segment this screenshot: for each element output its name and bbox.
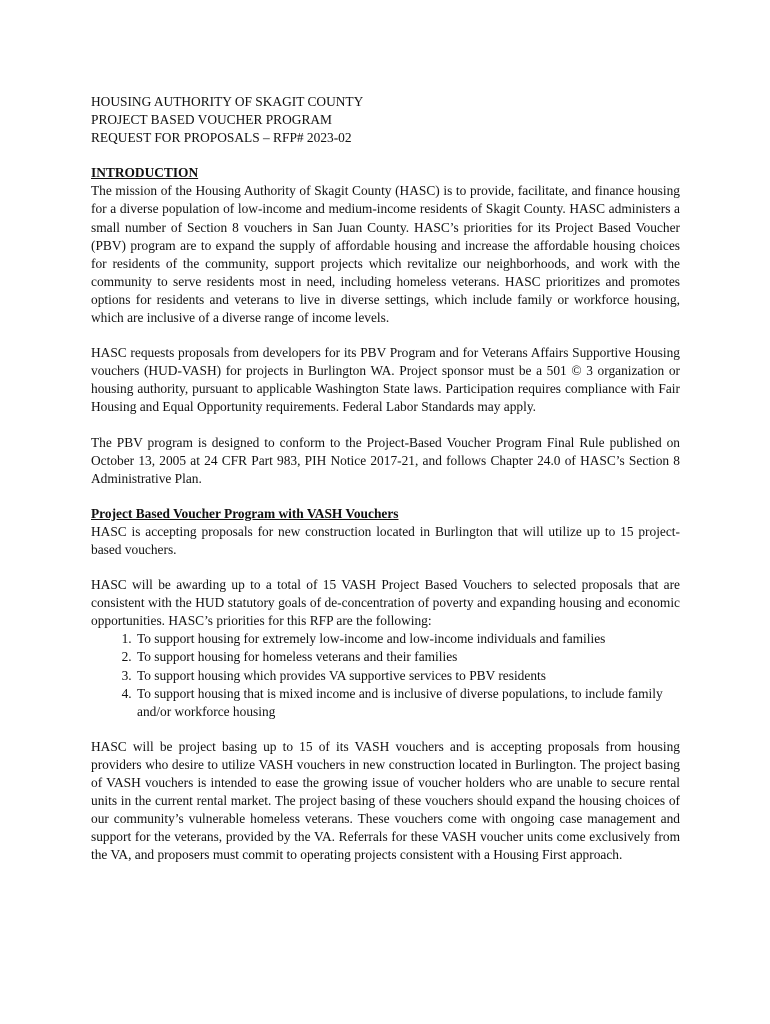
- document-page: [91, 93, 680, 881]
- introduction-mission-paragraph: The mission of the Housing Authority of Skagit County (HASC) is to provide, facilitate, and finance housing for a diverse population of low-income and medium-income residents of Skagit County. HASC administers a small number of Section 8 vouchers in San Juan County. HASC’s priorities for its Project Based Voucher (PBV) program are to expand the supply of affordable housing and increase the affordable housing choices for residents of the community, support projects which revitalize our neighborhoods, and work with the community to serve residents most in need, including homeless veterans. HASC prioritizes and promotes options for residents and veterans to live in diverse settings, which include family or workforce housing, which are inclusive of a diverse range of income levels.: [91, 183, 680, 326]
- document-header: [91, 93, 680, 147]
- vash-heading: Project Based Voucher Program with VASH Vouchers: [91, 505, 399, 521]
- header-agency: HOUSING AUTHORITY OF SKAGIT COUNTY: [91, 94, 364, 109]
- vash-awarding-paragraph: HASC will be awarding up to a total of 15 VASH Project Based Vouchers to selected proposals that are consistent with the HUD statutory goals of de-concentration of poverty and expanding housing and economic opportunities. HASC’s priorities for this RFP are the following:: [91, 577, 680, 629]
- priority-item: 1. To support housing for extremely low-income and low-income individuals and families: [135, 630, 680, 648]
- vash-accepting-paragraph: HASC is accepting proposals for new construction located in Burlington that will utilize up to 15 project-based vouchers.: [91, 523, 680, 557]
- header-rfp-number: REQUEST FOR PROPOSALS – RFP# 2023-02: [91, 130, 352, 146]
- introduction-pbv-rule-paragraph: The PBV program is designed to conform to the Project-Based Voucher Program Final Rule published on October 13, 2005 at 24 CFR Part 983, PIH Notice 2017-21, and follows Chapter 24.0 of HASC’s Section 8 Administrative Plan.: [91, 434, 680, 486]
- priority-item: 4. To support housing that is mixed income and is inclusive of diverse populations, to include family and/or workforce housing: [135, 685, 680, 721]
- introduction-heading: INTRODUCTION: [91, 165, 199, 181]
- priority-item: 2. To support housing for homeless veterans and their families: [135, 648, 680, 666]
- introduction-request-paragraph: HASC requests proposals from developers for its PBV Program and for Veterans Affairs Supportive Housing vouchers (HUD-VASH) for projects in Burlington WA. Project sponsor must be a 501 © 3 organization or housing authority, pursuant to applicable Washington State laws. Participation requires compliance with Fair Housing and Equal Opportunity requirements. Federal Labor Standards may apply.: [91, 345, 680, 415]
- vash-project-basing-paragraph: HASC will be project basing up to 15 of its VASH vouchers and is accepting proposals from housing providers who desire to utilize VASH vouchers in new construction located in Burlington. The project basing of VASH vouchers is intended to ease the growing issue of voucher holders who are unable to secure rental units in the current rental market. The project basing of these vouchers should expand the housing choices of our community’s vulnerable homeless veterans. These vouchers come with ongoing case management and support for the veterans, provided by the VA. Referrals for these VASH voucher units come exclusively from the VA, and proposers must commit to operating projects consistent with a Housing First approach.: [91, 738, 680, 863]
- priority-item: 3. To support housing which provides VA supportive services to PBV residents: [135, 667, 680, 685]
- header-program: PROJECT BASED VOUCHER PROGRAM: [91, 112, 332, 128]
- priorities-list: [91, 630, 680, 720]
